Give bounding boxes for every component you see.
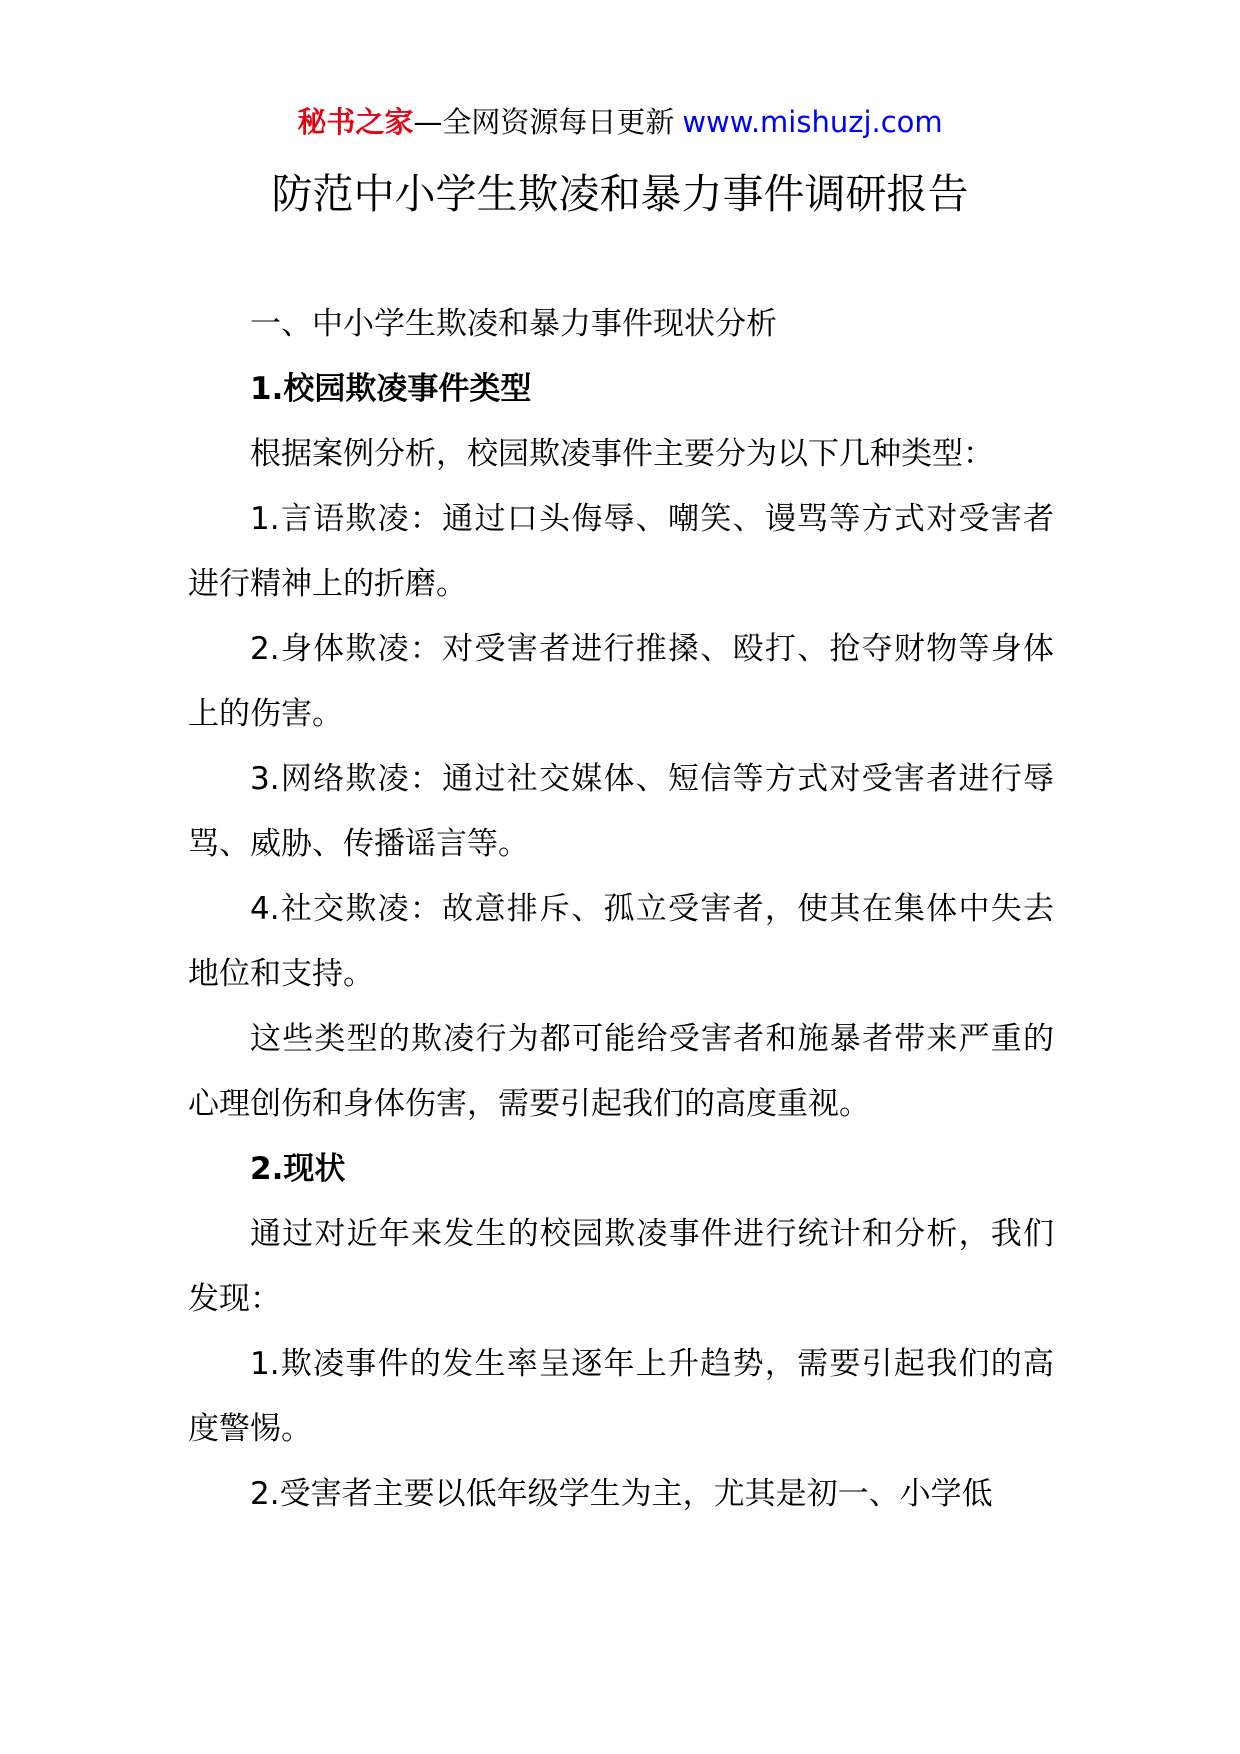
- section-heading: 一、中小学生欺凌和暴力事件现状分析: [250, 306, 777, 342]
- site-header: [0, 102, 1240, 142]
- list-item: 3.网络欺凌：通过社交媒体、短信等方式对受害者进行辱骂、威胁、传播谣言等。: [188, 761, 1054, 862]
- list-item: 1.言语欺凌：通过口头侮辱、嘲笑、谩骂等方式对受害者进行精神上的折磨。: [188, 501, 1054, 602]
- site-url-link[interactable]: www.mishuzj.com: [682, 105, 943, 139]
- paragraph: 通过对近年来发生的校园欺凌事件进行统计和分析，我们发现：: [188, 1216, 1054, 1317]
- list-item: 1.欺凌事件的发生率呈逐年上升趋势，需要引起我们的高度警惕。: [188, 1346, 1054, 1447]
- paragraph: 这些类型的欺凌行为都可能给受害者和施暴者带来严重的心理创伤和身体伤害，需要引起我们的高度重视。: [188, 1021, 1054, 1122]
- document-title: 防范中小学生欺凌和暴力事件调研报告: [271, 170, 969, 218]
- brand-name: 秘书之家: [297, 105, 414, 139]
- paragraph: 根据案例分析，校园欺凌事件主要分为以下几种类型：: [250, 436, 994, 472]
- list-item: 2.身体欺凌：对受害者进行推搡、殴打、抢夺财物等身体上的伤害。: [188, 631, 1054, 732]
- subsection-heading-types: 1.校园欺凌事件类型: [250, 371, 532, 407]
- subsection-heading-status: 2.现状: [250, 1151, 346, 1187]
- header-tagline: —全网资源每日更新: [413, 105, 675, 139]
- document-body: [188, 292, 1054, 1527]
- list-item: 2.受害者主要以低年级学生为主，尤其是初一、小学低: [250, 1476, 993, 1512]
- list-item: 4.社交欺凌：故意排斥、孤立受害者，使其在集体中失去地位和支持。: [188, 891, 1054, 992]
